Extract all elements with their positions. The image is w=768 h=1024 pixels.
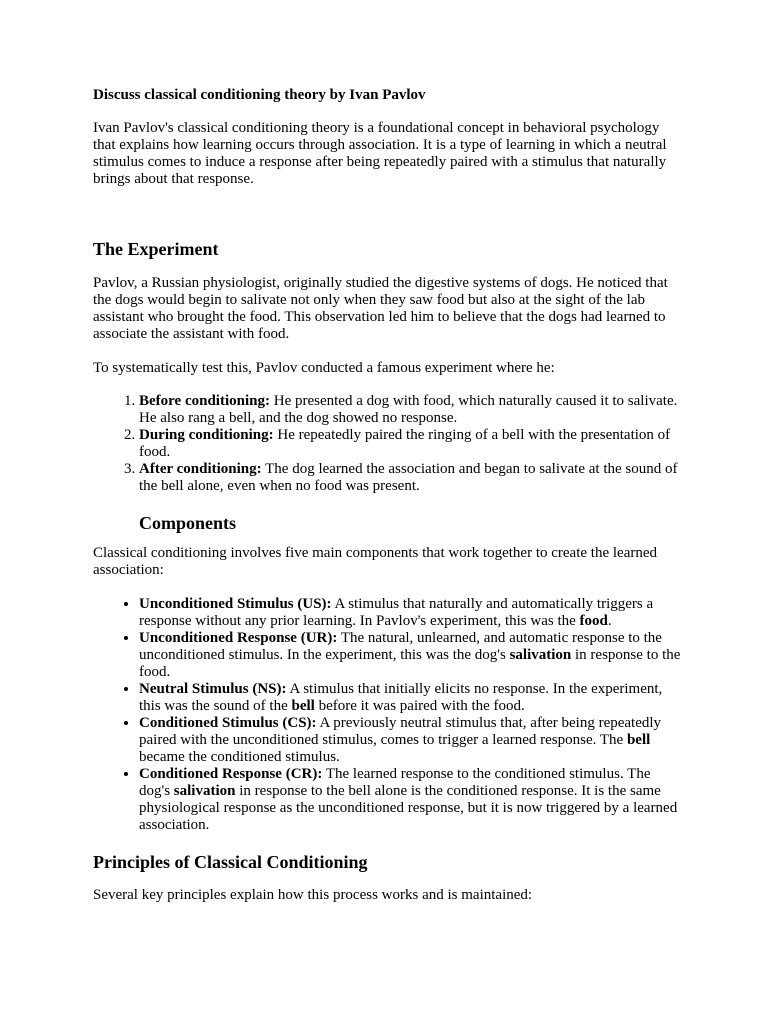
- component-term: Neutral Stimulus (NS):: [139, 681, 287, 697]
- component-text: A stimulus that naturally and automatically triggers a response without any prior learning. In Pavlov's experiment, this was the: [139, 596, 654, 629]
- experiment-paragraph-1: Pavlov, a Russian physiologist, originally studied the digestive systems of dogs. He noticed that the dogs would begin to salivate not only when they saw food but also at the sight of the lab assistant who brought the food. This observation led him to believe that the dogs had learned to associate the assistant with food.: [93, 275, 668, 342]
- step-term: Before conditioning:: [139, 393, 270, 409]
- component-term: Conditioned Response (CR):: [139, 766, 323, 782]
- principles-intro: Several key principles explain how this process works and is maintained:: [93, 887, 533, 903]
- component-text: A previously neutral stimulus that, after being repeatedly paired with the unconditioned stimulus, comes to trigger a learned response. The: [139, 715, 662, 748]
- list-item: [139, 461, 683, 495]
- component-emphasis: bell: [626, 732, 651, 748]
- component-term: Unconditioned Response (UR):: [139, 630, 338, 646]
- list-item: [139, 427, 683, 461]
- list-item: [139, 393, 683, 427]
- document-body: [93, 86, 683, 904]
- intro-paragraph: Ivan Pavlov's classical conditioning theory is a foundational concept in behavioral psychology that explains how learning occurs through association. It is a type of learning in which a neutral stimulus comes to induce a response after being repeatedly paired with a stimulus that naturally brings about that response.: [93, 120, 667, 187]
- component-emphasis: bell: [291, 698, 315, 714]
- component-text: in response to the bell alone is the conditioned response. It is the same physiological response as the unconditioned response, but it is now triggered by a learned association.: [139, 783, 678, 833]
- component-term: Conditioned Stimulus (CS):: [139, 715, 317, 731]
- experiment-paragraph-2: To systematically test this, Pavlov conducted a famous experiment where he:: [93, 360, 555, 376]
- component-emphasis: salivation: [173, 783, 236, 799]
- components-heading: Components: [139, 513, 237, 533]
- list-item: [139, 596, 683, 630]
- component-text: in response to the food.: [139, 647, 681, 680]
- component-emphasis: salivation: [509, 647, 572, 663]
- list-item: [139, 681, 683, 715]
- list-item: [139, 766, 683, 834]
- principles-heading: Principles of Classical Conditioning: [93, 852, 368, 872]
- list-item: [139, 630, 683, 681]
- component-text: became the conditioned stimulus.: [139, 749, 340, 765]
- experiment-heading: The Experiment: [93, 239, 219, 259]
- component-text: before it was paired with the food.: [314, 698, 525, 714]
- components-intro: Classical conditioning involves five main components that work together to create the learned association:: [93, 545, 658, 578]
- component-text: The natural, unlearned, and automatic response to the unconditioned stimulus. In the experiment, this was the dog's: [139, 630, 662, 663]
- component-emphasis: food: [579, 613, 608, 629]
- component-text: .: [607, 613, 612, 629]
- step-term: After conditioning:: [139, 461, 262, 477]
- list-item: [139, 715, 683, 766]
- step-term: During conditioning:: [139, 427, 274, 443]
- step-text: The dog learned the association and began to salivate at the sound of the bell alone, even when no food was present.: [139, 461, 678, 494]
- step-text: He repeatedly paired the ringing of a bell with the presentation of food.: [139, 427, 671, 460]
- component-term: Unconditioned Stimulus (US):: [139, 596, 332, 612]
- experiment-steps-list: [93, 393, 683, 495]
- components-list: [93, 596, 683, 834]
- step-text: He presented a dog with food, which naturally caused it to salivate. He also rang a bell, and the dog showed no response.: [139, 393, 678, 426]
- component-text: The learned response to the conditioned stimulus. The dog's: [139, 766, 651, 799]
- component-text: A stimulus that initially elicits no response. In the experiment, this was the sound of the: [139, 681, 663, 714]
- document-title: Discuss classical conditioning theory by Ivan Pavlov: [93, 87, 426, 103]
